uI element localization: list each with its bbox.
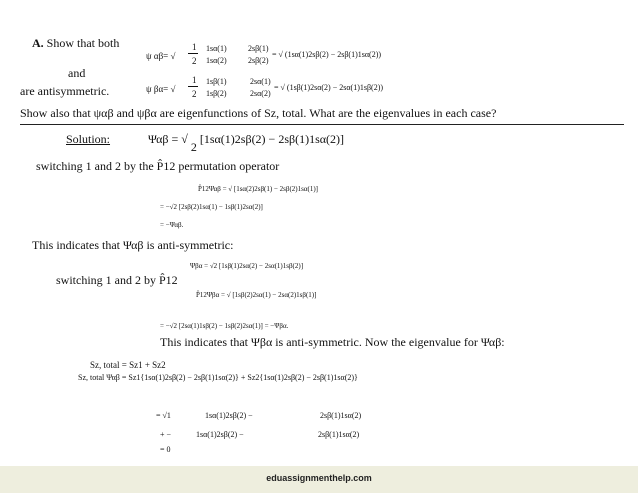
problem-text-antisym: are antisymmetric. bbox=[20, 84, 110, 98]
perm-line-2: = −√2 [2sβ(2)1sα(1) − 1sβ(1)2sα(2)] bbox=[160, 203, 263, 211]
solution-line1-lhs: Ψαβ = √ bbox=[148, 132, 188, 146]
frac-bar bbox=[188, 86, 198, 87]
psi-ba-frac-num: 1 bbox=[192, 75, 197, 85]
footer-bar bbox=[0, 466, 638, 493]
psi-ba-line: Ψβα = √2 [1sβ(1)2sα(2) − 2sα(1)1sβ(2)] bbox=[190, 262, 304, 270]
det-entry: 1sβ(1) bbox=[206, 77, 227, 86]
perm-line-3: = −Ψαβ. bbox=[160, 221, 184, 229]
psi-ab-frac-num: 1 bbox=[192, 42, 197, 52]
problem-text-1: Show that both bbox=[46, 36, 120, 50]
psi-ab-lhs: ψ αβ= √ bbox=[146, 51, 176, 61]
sz-line-1: Sz, total = Sz1 + Sz2 bbox=[90, 360, 166, 370]
divider bbox=[20, 124, 624, 125]
det-entry: 2sβ(1) bbox=[248, 44, 269, 53]
anti-text-2: This indicates that Ψβα is anti-symmetric. Now the eigenvalue for Ψαβ: bbox=[160, 335, 505, 349]
perm-line-1: P̂12Ψαβ = √ [1sα(2)2sβ(1) − 2sβ(2)1sα(1)] bbox=[198, 185, 318, 193]
problem-label bbox=[32, 36, 119, 51]
psi-ba-frac-den: 2 bbox=[192, 89, 197, 99]
det-entry: 2sα(2) bbox=[250, 89, 271, 98]
sz-line-3b: 1sα(1)2sβ(2) − bbox=[205, 411, 253, 420]
det-entry: 1sβ(2) bbox=[206, 89, 227, 98]
sz-line-4b: 1sα(1)2sβ(2) − bbox=[196, 430, 244, 439]
psi-ba-rhs: = √ (1sβ(1)2sα(2) − 2sα(1)1sβ(2)) bbox=[274, 83, 384, 92]
sz-line-4a: + − bbox=[160, 430, 172, 439]
psi-ba-lhs: ψ βα= √ bbox=[146, 84, 176, 94]
switch-text-1: switching 1 and 2 by the P̂12 permutation operator bbox=[36, 159, 280, 173]
det-entry: 2sα(1) bbox=[250, 77, 271, 86]
solution-line1-den: 2 bbox=[190, 140, 197, 154]
question-text: Show also that ψαβ and ψβα are eigenfunctions of Sz, total. What are the eigenvalues in each case? bbox=[20, 106, 497, 120]
det-entry: 2sβ(2) bbox=[248, 56, 269, 65]
sz-line-3c: 2sβ(1)1sα(2) bbox=[320, 411, 362, 420]
sz-line-4c: 2sβ(1)1sα(2) bbox=[318, 430, 360, 439]
sz-line-2: Sz, total Ψαβ = Sz1{1sα(1)2sβ(2) − 2sβ(1)1sα(2)} + Sz2{1sα(1)2sβ(2) − 2sβ(1)1sα(2)} bbox=[78, 373, 358, 382]
footer-site-link[interactable]: eduassignmenthelp.com bbox=[266, 473, 372, 483]
solution-line1 bbox=[148, 132, 345, 154]
switch-text-2: switching 1 and 2 by P̂12 bbox=[56, 273, 178, 287]
perm2-line-1: P̂12Ψβα = √ [1sβ(2)2sα(1) − 2sα(2)1sβ(1)] bbox=[196, 291, 317, 299]
solution-line1-rest: [1sα(1)2sβ(2) − 2sβ(1)1sα(2)] bbox=[199, 132, 345, 146]
sz-line-3a: = √1 bbox=[156, 411, 171, 420]
sz-line-5: = 0 bbox=[160, 445, 171, 454]
psi-ab-rhs: = √ (1sα(1)2sβ(2) − 2sβ(1)1sα(2)) bbox=[272, 50, 382, 59]
det-entry: 1sα(2) bbox=[206, 56, 227, 65]
anti-text-1: This indicates that Ψαβ is anti-symmetric: bbox=[32, 238, 234, 252]
psi-ab-frac-den: 2 bbox=[192, 56, 197, 66]
problem-text-and: and bbox=[68, 66, 86, 80]
frac-bar bbox=[188, 53, 198, 54]
perm2-line-2: = −√2 [2sα(1)1sβ(2) − 1sβ(2)2sα(1)] = −Ψβα. bbox=[160, 322, 289, 330]
problem-letter: A. bbox=[32, 36, 44, 50]
det-entry: 1sα(1) bbox=[206, 44, 227, 53]
solution-label: Solution: bbox=[66, 132, 111, 146]
